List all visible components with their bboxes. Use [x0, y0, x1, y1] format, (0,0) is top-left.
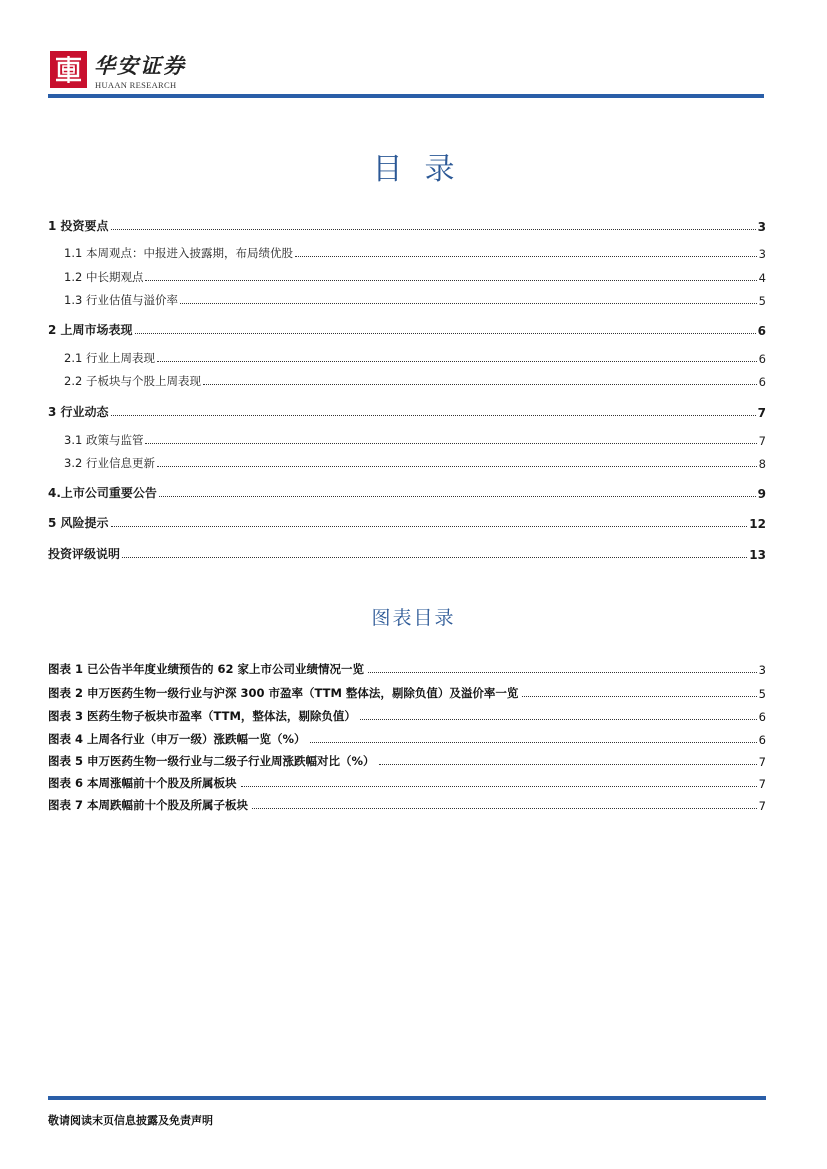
- toc-entry[interactable]: [64, 451, 766, 471]
- dot-leader: [360, 718, 757, 720]
- toc-entry[interactable]: [64, 241, 766, 261]
- dot-leader: [111, 525, 748, 527]
- toc-entry-page: 13: [749, 548, 766, 562]
- toc-entry-text: 4.上市公司重要公告: [48, 486, 157, 500]
- page-header: [0, 0, 827, 100]
- dot-leader: [159, 495, 756, 497]
- footer-divider: [48, 1096, 766, 1100]
- toc-entry-text: 3 行业动态: [48, 405, 109, 419]
- brand-name-en: HUAAN RESEARCH: [95, 80, 177, 90]
- dot-leader: [145, 442, 756, 444]
- header-divider: [48, 94, 764, 98]
- figure-entry-page: 7: [758, 777, 766, 791]
- toc-entry-page: 3: [757, 220, 766, 234]
- toc-entry[interactable]: [64, 369, 766, 389]
- figure-entry[interactable]: [48, 704, 766, 724]
- figure-entry-page: 6: [758, 733, 766, 747]
- toc-entry-text: 3.2 行业信息更新: [64, 456, 155, 470]
- figure-entry-page: 3: [758, 663, 766, 677]
- toc-entry[interactable]: [48, 318, 766, 338]
- figure-entry-text: 图表 6 本周涨幅前十个股及所属板块: [48, 776, 237, 790]
- dot-leader: [310, 741, 757, 743]
- figure-entry[interactable]: [48, 681, 766, 701]
- dot-leader: [252, 807, 757, 809]
- dot-leader: [241, 785, 757, 787]
- toc-entry-text: 2.2 子板块与个股上周表现: [64, 374, 201, 388]
- toc-entry-text: 2.1 行业上周表现: [64, 351, 155, 365]
- huaan-logo-icon: [50, 51, 87, 88]
- figure-entry-page: 5: [758, 687, 766, 701]
- toc-entry-text: 1.2 中长期观点: [64, 270, 144, 284]
- footer-disclaimer: 敬请阅读末页信息披露及免责声明: [48, 1114, 213, 1127]
- toc-entry-page: 8: [758, 457, 766, 471]
- figure-entry-text: 图表 3 医药生物子板块市盈率（TTM，整体法，剔除负值）: [48, 709, 356, 723]
- toc-entry[interactable]: [48, 400, 766, 420]
- toc-entry-page: 6: [758, 375, 766, 389]
- toc-entry-page: 7: [757, 406, 766, 420]
- toc-entry[interactable]: [48, 542, 766, 562]
- toc-entry-page: 3: [758, 247, 766, 261]
- toc-entry[interactable]: [48, 214, 766, 234]
- dot-leader: [203, 383, 757, 385]
- figure-entry-page: 7: [758, 755, 766, 769]
- figure-entry-text: 图表 7 本周跌幅前十个股及所属子板块: [48, 798, 249, 812]
- dot-leader: [522, 695, 756, 697]
- dot-leader: [145, 279, 756, 281]
- figure-entry[interactable]: [48, 657, 766, 677]
- dot-leader: [111, 228, 756, 230]
- figure-entry[interactable]: [48, 727, 766, 747]
- dot-leader: [157, 360, 757, 362]
- figures-list-title: 图表目录: [371, 607, 456, 629]
- toc-entry-text: 5 风险提示: [48, 516, 109, 530]
- figure-entry-text: 图表 2 申万医药生物一级行业与沪深 300 市盈率（TTM 整体法，剔除负值）及溢价率一览: [48, 686, 519, 700]
- toc-entry[interactable]: [48, 481, 766, 501]
- toc-entry-text: 投资评级说明: [48, 547, 121, 561]
- toc-entry-page: 12: [749, 517, 766, 531]
- figure-entry[interactable]: [48, 793, 766, 813]
- toc-entry[interactable]: [64, 265, 766, 285]
- toc-entry[interactable]: [64, 288, 766, 308]
- dot-leader: [111, 414, 756, 416]
- dot-leader: [180, 302, 757, 304]
- toc-entry-page: 5: [758, 294, 766, 308]
- toc-entry-page: 9: [757, 487, 766, 501]
- dot-leader: [122, 556, 747, 558]
- dot-leader: [135, 332, 756, 334]
- figure-entry-page: 6: [758, 710, 766, 724]
- toc-entry[interactable]: [48, 511, 766, 531]
- toc-entry[interactable]: [64, 428, 766, 448]
- toc-entry[interactable]: [64, 346, 766, 366]
- toc-entry-text: 1 投资要点: [48, 219, 109, 233]
- toc-entry-page: 7: [758, 434, 766, 448]
- toc-entry-text: 2 上周市场表现: [48, 323, 133, 337]
- dot-leader: [368, 671, 757, 673]
- figure-entry-text: 图表 1 已公告半年度业绩预告的 62 家上市公司业绩情况一览: [48, 662, 365, 676]
- figure-entry-text: 图表 4 上周各行业（申万一级）涨跌幅一览（%）: [48, 732, 306, 746]
- brand-name-cn: 华安证券: [94, 53, 186, 78]
- figure-entry-page: 7: [758, 799, 766, 813]
- toc-entry-text: 3.1 政策与监管: [64, 433, 144, 447]
- dot-leader: [157, 465, 757, 467]
- toc-entry-page: 6: [758, 352, 766, 366]
- dot-leader: [295, 255, 757, 257]
- dot-leader: [379, 763, 757, 765]
- toc-entry-text: 1.1 本周观点：中报进入披露期，布局绩优股: [64, 246, 293, 260]
- page-title: 目录: [372, 152, 477, 187]
- toc-entry-page: 6: [757, 324, 766, 338]
- toc-entry-page: 4: [758, 271, 766, 285]
- toc-entry-text: 1.3 行业估值与溢价率: [64, 293, 178, 307]
- figure-entry-text: 图表 5 申万医药生物一级行业与二级子行业周涨跌幅对比（%）: [48, 754, 375, 768]
- figure-entry[interactable]: [48, 771, 766, 791]
- figure-entry[interactable]: [48, 749, 766, 769]
